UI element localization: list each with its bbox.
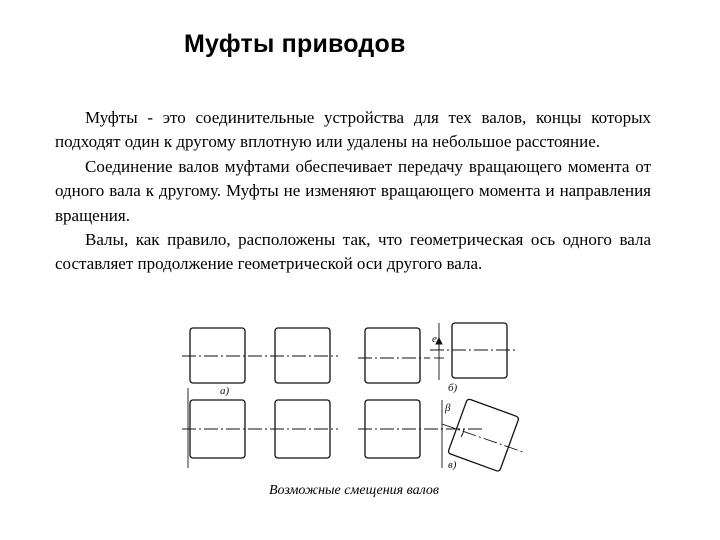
paragraph-torque: Соединение валов муфтами обеспечивает передачу вращающего момента от одного вала к другому. Муфты не изменяют вращающего момента и направления вращения. [55, 156, 651, 225]
paragraph-axis: Валы, как правило, расположены так, что геометрическая ось одного вала составляет продолжение геометрической оси другого вала. [55, 230, 651, 274]
shaft-b-2 [452, 323, 507, 378]
label-a: а) [220, 385, 230, 397]
label-e: е [432, 333, 437, 345]
label-b: б) [448, 382, 458, 394]
shaft-misalignment-diagram [180, 318, 530, 483]
figure-caption-text: Возможные смещения валов [268, 483, 439, 498]
body-text [55, 106, 651, 277]
label-v: в) [448, 459, 457, 471]
shaft-b-1 [365, 328, 420, 383]
paragraph-definition: Муфты - это соединительные устройства для тех валов, концы которых подходят один к другому вплотную или удалены на небольшое расстояние. [55, 108, 651, 152]
shaft-a-1 [190, 328, 245, 383]
page-title: Муфты приводов [184, 30, 406, 58]
figure-caption [0, 483, 720, 499]
shaft-a-2 [275, 328, 330, 383]
label-beta: β [445, 402, 451, 414]
shaft-d-2 [448, 399, 520, 472]
